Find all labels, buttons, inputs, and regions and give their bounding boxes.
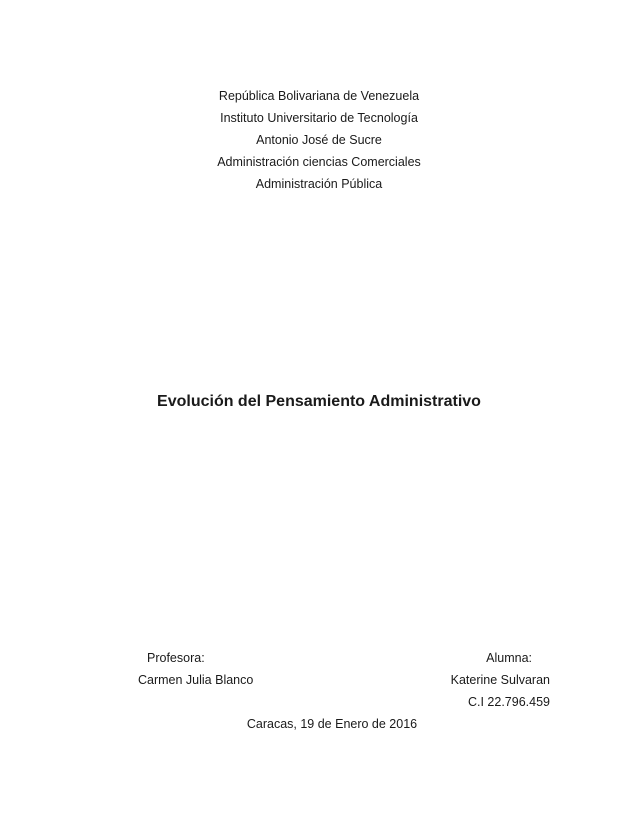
student-id: C.I 22.796.459	[467, 695, 550, 709]
header-program: Administración ciencias Comerciales	[217, 155, 421, 169]
professor-label: Profesora:	[147, 651, 205, 665]
header-institute-name: Antonio José de Sucre	[256, 133, 382, 147]
header-country: República Bolivariana de Venezuela	[218, 89, 420, 103]
document-title: Evolución del Pensamiento Administrativo	[157, 393, 481, 410]
header-specialty: Administración Pública	[255, 177, 383, 191]
professor-name: Carmen Julia Blanco	[138, 673, 254, 687]
student-label: Alumna:	[486, 651, 532, 665]
student-name: Katerine Sulvaran	[450, 673, 550, 687]
header-institute: Instituto Universitario de Tecnología	[220, 111, 418, 125]
date-location: Caracas, 19 de Enero de 2016	[246, 717, 418, 731]
